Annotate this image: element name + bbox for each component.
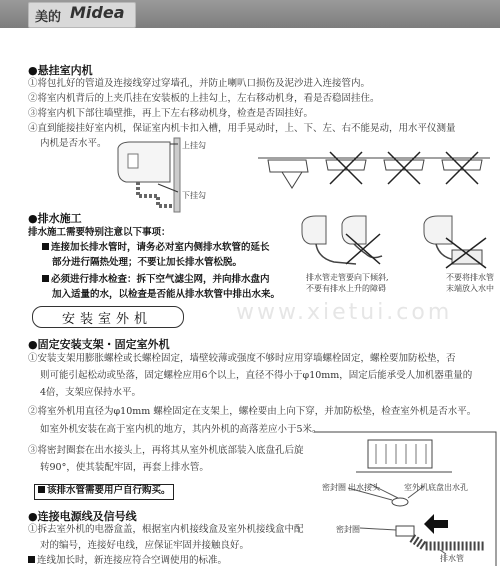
drain-section-title: ●排水施工 [28, 212, 82, 225]
power-line-3: 连线加长时，新连接应符合空调使用的标准。 [28, 553, 227, 568]
hang-line-2: ②将室内机背后的上夹爪挂在安装板的上挂勾上，左右移动机身，看是否稳固挂住。 [28, 93, 380, 104]
fig-label-pipe: 排水管 [440, 554, 464, 563]
power-line-2: 对的编号，连接好电线，应保证牢固并接触良好。 [40, 540, 250, 551]
drain-intro: 排水施工需要特别注意以下事项： [28, 227, 171, 238]
hang-line-4: ④直到能接挂好室内机，保证室内机卡扣入槽，用手晃动时，上、下、左、右不能晃动，用水平仪测量 [28, 123, 456, 134]
drain-caption-2-line-2: 末端放入水中 [446, 284, 494, 293]
drain-item-2-line-1: 必须进行排水检查：拆下空气滤尘网，并向排水盘内 [42, 272, 270, 288]
hang-line-1: ①将包扎好的管道及连接线穿过穿墙孔，并防止喇叭口损伤及泥沙进入连接管内。 [28, 78, 371, 89]
fig-label-joint: 出水接头 [348, 483, 380, 492]
fig-label-seal-2: 密封圈 [336, 525, 360, 534]
bracket-line-2: 则可能引起松动或坠落，固定螺栓应用6个以上，直径不得小于φ10mm，固定后能承受人加机器重量的 [40, 370, 473, 381]
drain-caption-1-line-2: 不要有排水上升的障碍 [306, 284, 386, 293]
drain-caption-2-line-1: 不要将排水管 [446, 273, 494, 282]
bracket-section-title: ●固定安装支架・固定室外机 [28, 338, 170, 351]
bullet-square-icon [28, 556, 35, 563]
fig-label-seal: 密封圈 [322, 483, 346, 492]
bracket-line-7: 转90°，使其装配牢固，再套上排水管。 [40, 462, 209, 473]
lower-hook-label: 下挂勾 [182, 191, 206, 200]
bullet-square-icon [38, 486, 45, 493]
drain-item-1-line-2: 部分进行隔热处理；不要让加长排水管松脱。 [52, 257, 243, 268]
power-line-1: ①拆去室外机的电器盒盖，根据室内机接线盒及室外机接线盒中配 [28, 524, 304, 535]
note-text: 该排水管需要用户自行购买。 [38, 483, 171, 499]
hang-diagram [108, 136, 228, 214]
level-check-diagram [254, 148, 494, 196]
brand-name-cn: 美的 [35, 10, 62, 25]
fig-label-hole: 室外机底盘出水孔 [404, 483, 468, 492]
hang-line-5: 内机是否水平。 [40, 138, 107, 149]
outdoor-drain-diagram [312, 430, 498, 568]
drain-item-1-line-1: 连接加长排水管时，请务必对室内侧排水软管的延长 [42, 240, 270, 256]
bullet-square-icon [42, 243, 49, 250]
drain-caption-1-line-1: 排水管走管要向下倾斜, [306, 273, 389, 282]
drain-item-2-line-2: 加入适量的水，以检查是否能从排水软管中排出水来。 [52, 289, 281, 300]
watermark: www.xietui.com [236, 300, 453, 325]
power-section-title: ●连接电源线及信号线 [28, 510, 137, 523]
bullet-square-icon [42, 275, 49, 282]
drain-slope-diagram [296, 214, 496, 270]
bracket-line-6: ③将密封圈套在出水接头上，再将其从室外机底部装入底盘孔后旋 [28, 445, 304, 456]
bracket-line-1: ①安装支架用膨胀螺栓或长螺栓固定，墙壁较薄或强度不够时应用穿墙螺栓固定，螺栓要加防松垫，否 [28, 353, 456, 364]
hang-section-title: ●悬挂室内机 [28, 64, 93, 77]
outdoor-banner-title: 安装室外机 [61, 312, 152, 327]
bracket-line-3: 4倍，支架应保持水平。 [40, 387, 142, 398]
bracket-line-4: ②将室外机用直径为φ10mm 螺栓固定在支架上，螺栓要由上向下穿，并加防松垫，检查室外机是否水平。 [28, 406, 477, 417]
bracket-line-5: 如室外机安装在高于室内机的地方，其内外机的高落差应小于5米。 [40, 424, 322, 435]
brand-name-en: Midea [70, 3, 125, 22]
upper-hook-label: 上挂勾 [182, 141, 206, 150]
hang-line-3: ③将室内机下部往墙壁推，再上下左右移动机身，检查是否固挂好。 [28, 108, 314, 119]
